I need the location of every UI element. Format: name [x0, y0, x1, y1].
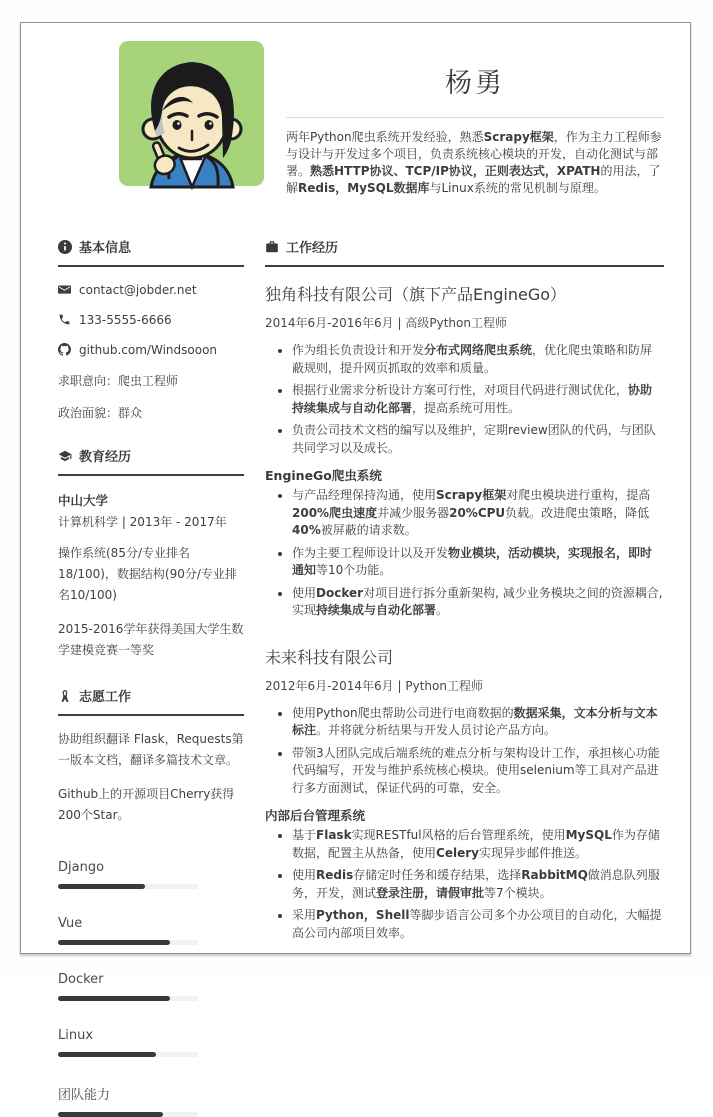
- skill-bar-track: [58, 1052, 198, 1057]
- bullet-item: • 作为组长负责设计和开发分布式网络爬虫系统，优化爬虫策略和防屏蔽规则，提升网页抓取的效率和质量。: [292, 342, 664, 377]
- sidebar: [58, 237, 244, 1117]
- skill-bar-track: [58, 1112, 198, 1117]
- skill-name: 团队能力: [58, 1088, 111, 1103]
- skill-linux: [58, 1028, 244, 1057]
- skill-name: Django: [58, 860, 105, 875]
- skill-teamwork: [58, 1084, 244, 1117]
- header-intro: [286, 41, 664, 197]
- resume-page: [20, 22, 691, 1103]
- ribbon-icon: [58, 689, 72, 703]
- project-bullet-list: [265, 827, 664, 942]
- contact-email: [58, 282, 244, 297]
- project-bullet-list: [265, 487, 664, 620]
- job-intent: [58, 372, 244, 389]
- avatar: [119, 41, 264, 186]
- company-name: 独角科技有限公司（旗下产品EngineGo）: [265, 285, 567, 304]
- skill-bar-fill: [58, 996, 170, 1001]
- education-title-text: 教育经历: [79, 450, 132, 465]
- summary-paragraph: 两年Python爬虫系统开发经验，熟悉Scrapy框架，作为主力工程师参与设计与开发过多个项目，负责系统核心模块的开发，自动化测试与部署。熟悉HTTP协议、TCP/IP协议，正则表达式，XPATH的用法，了解Redis，MySQL数据库与Linux系统的常见机制与原理。: [286, 130, 662, 195]
- basic-info-title: [58, 237, 244, 267]
- bullet-item: • 使用Docker对项目进行拆分重新架构, 减少业务模块之间的资源耦合, 实现持续集成与自动化部署。: [292, 585, 664, 620]
- email-icon: [58, 283, 71, 296]
- info-icon: [58, 240, 72, 254]
- job-intent-text: 求职意向：爬虫工程师: [58, 374, 179, 388]
- skill-bar-track: [58, 940, 198, 945]
- contact-list: [58, 282, 244, 421]
- bullet-item: • 带领3人团队完成后端系统的难点分析与架构设计工作，承担核心功能代码编写，开发与维护系统核心模块。使用selenium等工具对产品进行多方面测试，保证代码的可靠，安全。: [292, 745, 664, 798]
- phone-icon: [58, 313, 71, 326]
- avatar-cartoon-boy: [119, 41, 264, 186]
- phone-text: 133-5555-6666: [79, 312, 172, 327]
- bullet-item: • 根据行业需求分析设计方案可行性，对项目代码进行测试优化，协助持续集成与自动化部署，提高系统可用性。: [292, 382, 664, 417]
- project-title: 内部后台管理系统: [265, 808, 366, 823]
- skill-bar-fill: [58, 884, 145, 889]
- school-name: 中山大学: [58, 493, 109, 508]
- contact-phone: [58, 312, 244, 327]
- company-name: 未来科技有限公司: [265, 647, 394, 667]
- skill-name: Vue: [58, 916, 83, 931]
- bullet-item: • 使用Redis存储定时任务和缓存结果，选择RabbitMQ做消息队列服务，开发，测试登录注册，请假审批等7个模块。: [292, 867, 664, 902]
- briefcase-icon: [265, 240, 279, 254]
- volunteer-title-text: 志愿工作: [79, 690, 132, 705]
- section-basic-info: [58, 237, 244, 421]
- section-volunteer: [58, 686, 244, 826]
- skill-bar-track: [58, 884, 198, 889]
- header: [58, 41, 664, 197]
- contact-github: [58, 342, 244, 357]
- bullet-item: • 负责公司技术文档的编写以及维护，定期review团队的代码，与团队共同学习以及成长。: [292, 422, 664, 457]
- volunteer-paragraph-2: Github上的开源项目Cherry获得200个Star。: [58, 787, 235, 822]
- content-columns: [58, 237, 664, 1117]
- name-divider: [286, 117, 664, 118]
- bullet-item: • 与产品经理保持沟通，使用Scrapy框架对爬虫模块进行重构，提高200%爬虫速度并减少服务器20%CPU负载。改进爬虫策略，降低40%被屏蔽的请求数。: [292, 487, 664, 540]
- project-title: EngineGo爬虫系统: [265, 468, 382, 483]
- skill-bar-fill: [58, 1112, 163, 1117]
- political-status-text: 政治面貌：群众: [58, 406, 143, 420]
- job-bullet-list: [265, 705, 664, 798]
- section-education: [58, 446, 244, 661]
- skill-docker: [58, 972, 244, 1001]
- skills-list: [58, 860, 244, 1117]
- work-experience-column: [265, 237, 664, 1117]
- skill-django: [58, 860, 244, 889]
- job-dates-and-role: 2012年6月-2014年6月 | Python工程师: [265, 678, 483, 693]
- political-status: [58, 404, 244, 421]
- email-text: contact@jobder.net: [79, 282, 197, 297]
- skill-vue: [58, 916, 244, 945]
- candidate-name: 杨勇: [445, 68, 505, 99]
- bullet-item: • 使用Python爬虫帮助公司进行电商数据的数据采集，文本分析与文本标注。并将就分析结果与开发人员讨论产品方向。: [292, 705, 664, 740]
- skill-name: Docker: [58, 972, 104, 987]
- degree-and-dates: 计算机科学 | 2013年 - 2017年: [58, 515, 227, 529]
- skill-bar-fill: [58, 940, 170, 945]
- job-bullet-list: [265, 342, 664, 457]
- skill-bar-fill: [58, 1052, 156, 1057]
- github-icon: [58, 343, 71, 356]
- volunteer-paragraph-1: 协助组织翻译 Flask，Requests第一版本文档，翻译多篇技术文章。: [58, 732, 244, 767]
- job-dates-and-role: 2014年6月-2016年6月 | 高级Python工程师: [265, 316, 507, 330]
- graduation-cap-icon: [58, 449, 72, 463]
- skill-bar-track: [58, 996, 198, 1001]
- job-future-tech: [265, 645, 664, 943]
- bullet-item: • 基于Flask实现RESTful风格的后台管理系统，使用MySQL作为存储数据，配置主从热备，使用Celery实现异步邮件推送。: [292, 827, 664, 862]
- volunteer-title: [58, 686, 244, 716]
- work-experience-title: [265, 237, 664, 267]
- bullet-item: • 作为主要工程师设计以及开发物业模块，活动模块，实现报名，即时通知等10个功能。: [292, 545, 664, 580]
- work-experience-title-text: 工作经历: [286, 241, 339, 256]
- skill-name: Linux: [58, 1028, 94, 1043]
- bullet-item: • 采用Python，Shell等脚步语言公司多个办公项目的自动化，大幅提高公司内部项目效率。: [292, 907, 664, 942]
- basic-info-title-text: 基本信息: [79, 241, 132, 256]
- course-scores: 操作系统(85分/专业排名18/100)，数据结构(90分/专业排名10/100): [58, 546, 237, 602]
- education-title: [58, 446, 244, 476]
- job-enginego: [265, 282, 664, 620]
- github-text: github.com/Windsooon: [79, 342, 218, 357]
- education-award: 2015-2016学年获得美国大学生数学建模竞赛一等奖: [58, 622, 244, 657]
